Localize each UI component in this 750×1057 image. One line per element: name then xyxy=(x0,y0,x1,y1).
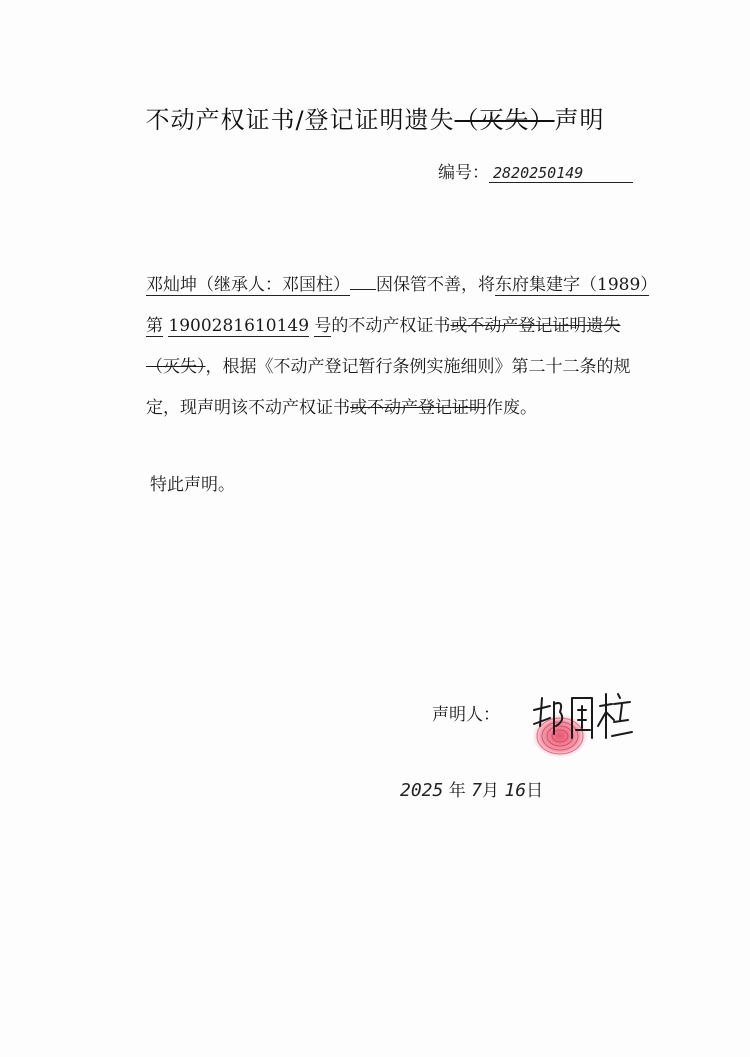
cert-number: 1900281610149 xyxy=(168,316,310,336)
closing-statement: 特此声明。 xyxy=(150,475,235,495)
serial-value-handwritten: 2820250149 xyxy=(489,164,633,183)
date-month-unit: 月 xyxy=(482,781,500,801)
cert-prefix: 集建字（1989）第 xyxy=(146,275,649,336)
declarant-row xyxy=(432,700,500,725)
title-suffix: 声明 xyxy=(554,106,605,134)
title-struck-text: （灭失） xyxy=(454,106,555,134)
date-month: 7 xyxy=(471,780,483,801)
body-text-2: 作废。 xyxy=(486,398,537,418)
date-row xyxy=(400,776,543,801)
body-text-1: ，根据《不动产登记暂行条例实施细则》第二十二条的规定，现声明该不动产权证书 xyxy=(146,357,631,418)
document-title xyxy=(0,100,750,135)
declarant-label: 声明人： xyxy=(432,705,500,725)
possessive-text: 的不动产权证书 xyxy=(331,316,451,336)
title-main: 不动产权证书/登记证明遗失 xyxy=(145,106,455,134)
declaration-body xyxy=(112,265,652,429)
date-day-unit: 日 xyxy=(526,781,544,801)
date-year-unit: 年 xyxy=(448,781,466,801)
date-year: 2025 xyxy=(400,780,444,801)
date-day: 16 xyxy=(504,780,527,801)
blank-underline xyxy=(350,272,376,290)
serial-label: 编号： xyxy=(438,163,489,183)
owner-name: 邓灿坤（继承人：邓国柱） xyxy=(146,275,350,295)
struck-text-2: 或不动产登记证明 xyxy=(350,398,486,418)
declaration-paragraph xyxy=(112,265,652,429)
district-text: 东府 xyxy=(495,275,529,295)
serial-number-row xyxy=(438,158,633,183)
struck-text-1: 或不动产登记证明遗失（灭失） xyxy=(146,316,621,377)
reason-text: 因保管不善，将 xyxy=(376,275,495,295)
cert-suffix: 号 xyxy=(314,316,332,336)
handwritten-signature xyxy=(520,676,640,766)
signature-area xyxy=(520,676,640,766)
